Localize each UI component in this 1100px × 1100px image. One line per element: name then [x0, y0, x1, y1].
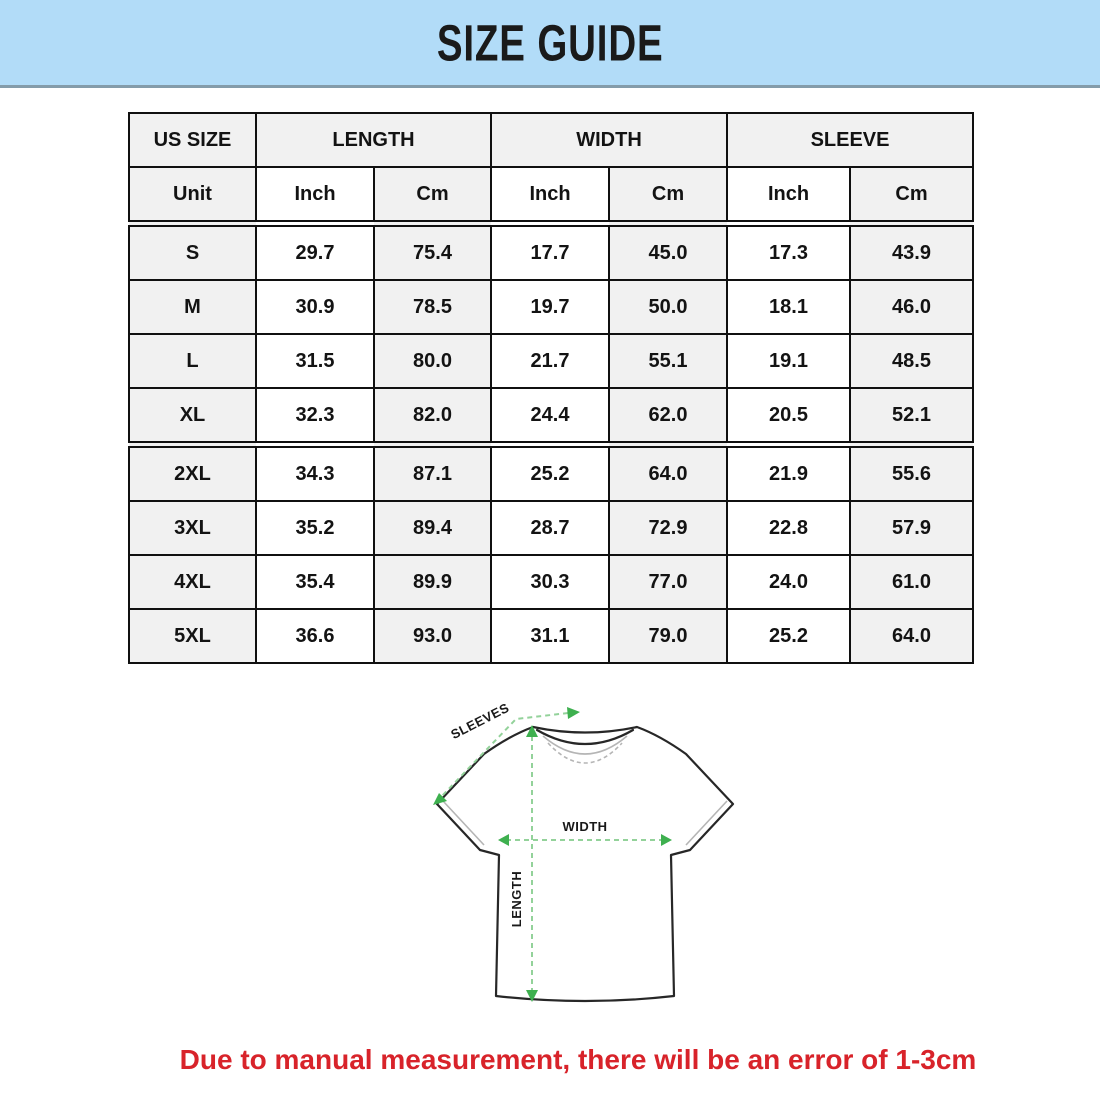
value-cell: 61.0 — [850, 555, 973, 609]
value-cell: 25.2 — [727, 609, 850, 663]
value-cell: 87.1 — [374, 445, 491, 502]
size-cell: 2XL — [129, 445, 256, 502]
value-cell: 31.5 — [256, 334, 374, 388]
size-cell: 5XL — [129, 609, 256, 663]
col-header-us-size: US SIZE — [129, 113, 256, 167]
size-cell: XL — [129, 388, 256, 445]
table-row — [129, 388, 973, 445]
value-cell: 22.8 — [727, 501, 850, 555]
table-row — [129, 555, 973, 609]
value-cell: 19.1 — [727, 334, 850, 388]
table-row — [129, 501, 973, 555]
size-cell: S — [129, 224, 256, 281]
value-cell: 89.9 — [374, 555, 491, 609]
value-cell: 34.3 — [256, 445, 374, 502]
size-cell: L — [129, 334, 256, 388]
table-row — [129, 334, 973, 388]
table-row — [129, 445, 973, 502]
value-cell: 43.9 — [850, 224, 973, 281]
size-table — [128, 112, 974, 664]
table-row — [129, 224, 973, 281]
value-cell: 82.0 — [374, 388, 491, 445]
value-cell: 35.4 — [256, 555, 374, 609]
page-title: SIZE GUIDE — [436, 13, 664, 72]
value-cell: 30.9 — [256, 280, 374, 334]
value-cell: 50.0 — [609, 280, 727, 334]
col-header-sleeve: SLEEVE — [727, 113, 973, 167]
value-cell: 17.7 — [491, 224, 609, 281]
value-cell: 48.5 — [850, 334, 973, 388]
table-header-row — [129, 113, 973, 167]
value-cell: 78.5 — [374, 280, 491, 334]
value-cell: 35.2 — [256, 501, 374, 555]
size-cell: 3XL — [129, 501, 256, 555]
value-cell: 25.2 — [491, 445, 609, 502]
value-cell: 30.3 — [491, 555, 609, 609]
measurement-disclaimer: Due to manual measurement, there will be an error of 1-3cm — [179, 1044, 977, 1075]
value-cell: 17.3 — [727, 224, 850, 281]
unit-cell: Cm — [374, 167, 491, 224]
value-cell: 62.0 — [609, 388, 727, 445]
unit-cell: Cm — [850, 167, 973, 224]
unit-cell: Inch — [491, 167, 609, 224]
size-cell: M — [129, 280, 256, 334]
size-cell: 4XL — [129, 555, 256, 609]
value-cell: 21.7 — [491, 334, 609, 388]
value-cell: 52.1 — [850, 388, 973, 445]
col-header-width: WIDTH — [491, 113, 727, 167]
sleeves-label: SLEEVES — [448, 699, 512, 743]
value-cell: 55.6 — [850, 445, 973, 502]
arrow-right-icon — [567, 707, 580, 719]
value-cell: 32.3 — [256, 388, 374, 445]
value-cell: 28.7 — [491, 501, 609, 555]
value-cell: 55.1 — [609, 334, 727, 388]
table-row — [129, 280, 973, 334]
value-cell: 21.9 — [727, 445, 850, 502]
value-cell: 31.1 — [491, 609, 609, 663]
value-cell: 80.0 — [374, 334, 491, 388]
unit-cell: Inch — [256, 167, 374, 224]
value-cell: 89.4 — [374, 501, 491, 555]
value-cell: 20.5 — [727, 388, 850, 445]
tshirt-diagram-svg — [410, 694, 790, 1014]
value-cell: 72.9 — [609, 501, 727, 555]
value-cell: 77.0 — [609, 555, 727, 609]
width-label: WIDTH — [562, 819, 608, 834]
value-cell: 75.4 — [374, 224, 491, 281]
value-cell: 45.0 — [609, 224, 727, 281]
value-cell: 24.4 — [491, 388, 609, 445]
table-row — [129, 609, 973, 663]
tshirt-outline — [437, 727, 733, 1001]
col-header-length: LENGTH — [256, 113, 491, 167]
unit-cell: Inch — [727, 167, 850, 224]
size-guide-banner — [0, 0, 1100, 88]
value-cell: 64.0 — [609, 445, 727, 502]
unit-cell: Cm — [609, 167, 727, 224]
unit-label-cell: Unit — [129, 167, 256, 224]
value-cell: 93.0 — [374, 609, 491, 663]
value-cell: 64.0 — [850, 609, 973, 663]
value-cell: 24.0 — [727, 555, 850, 609]
value-cell: 57.9 — [850, 501, 973, 555]
value-cell: 36.6 — [256, 609, 374, 663]
tshirt-measurement-diagram — [410, 694, 790, 1014]
value-cell: 46.0 — [850, 280, 973, 334]
value-cell: 18.1 — [727, 280, 850, 334]
value-cell: 79.0 — [609, 609, 727, 663]
value-cell: 19.7 — [491, 280, 609, 334]
length-label: LENGTH — [509, 870, 524, 928]
value-cell: 29.7 — [256, 224, 374, 281]
unit-row — [129, 167, 973, 224]
